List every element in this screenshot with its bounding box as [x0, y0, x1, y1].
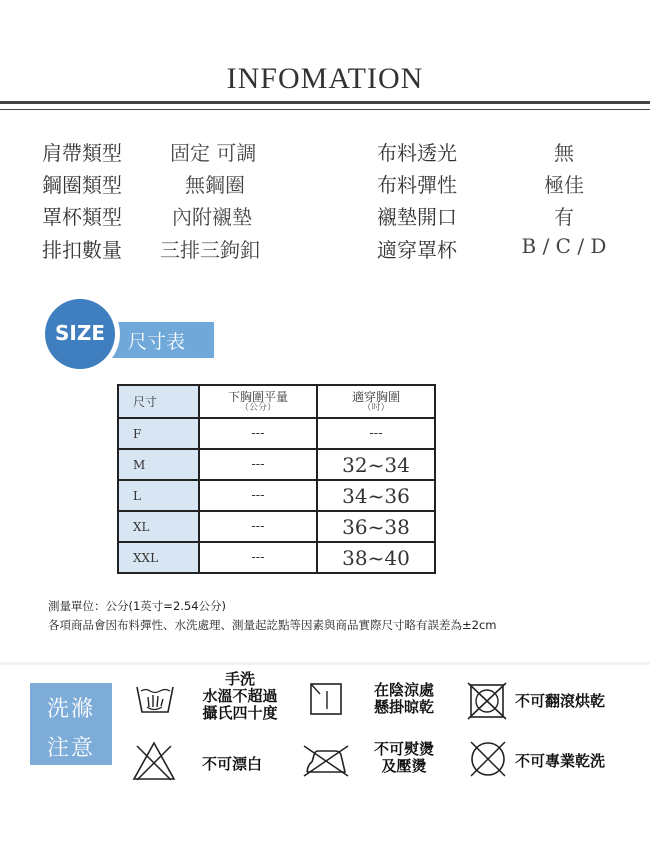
care-title-line1: 洗滌	[46, 697, 95, 722]
size-table	[117, 384, 436, 574]
header-under-bust	[199, 385, 317, 418]
info-label: 排扣數量	[42, 238, 122, 262]
measurement-unit-note: 測量單位：公分(1英寸=2.54公分)	[48, 599, 227, 613]
under-bust-cell: ---	[199, 480, 317, 511]
info-value: 固定 可調	[170, 141, 257, 165]
under-bust-cell: ---	[199, 418, 317, 449]
info-label: 適穿罩杯	[377, 238, 457, 262]
bust-cell: ---	[317, 418, 435, 449]
under-bust-cell: ---	[199, 511, 317, 542]
info-label: 肩帶類型	[42, 141, 122, 165]
header-bust-label: 適穿胸圍	[351, 389, 400, 404]
info-value: 有	[554, 205, 574, 229]
size-cell: L	[118, 480, 199, 511]
size-chart-label: 尺寸表	[128, 331, 186, 353]
table-row	[118, 480, 435, 511]
no-tumble-dry-text: 不可翻滾烘乾	[515, 692, 606, 710]
line-dry-shade-icon	[310, 683, 342, 715]
bust-cell: 32~34	[317, 449, 435, 480]
table-row	[118, 511, 435, 542]
care-divider	[0, 662, 650, 665]
header-under-bust-unit: （公分）	[239, 402, 276, 413]
title-rule-thin	[0, 109, 650, 110]
size-cell: M	[118, 449, 199, 480]
info-label: 襯墊開口	[377, 205, 457, 229]
info-value: 三排三鉤釦	[160, 238, 260, 262]
info-label: 布料彈性	[377, 173, 457, 197]
no-bleach-icon	[131, 740, 177, 782]
header-bust	[317, 385, 435, 418]
title-rule-thick	[0, 101, 650, 104]
info-label: 鋼圈類型	[42, 173, 122, 197]
bust-cell: 36~38	[317, 511, 435, 542]
size-cell: XL	[118, 511, 199, 542]
no-bleach-text: 不可漂白	[202, 755, 263, 773]
size-cell: F	[118, 418, 199, 449]
header-under-bust-label: 下胸圍平量	[227, 389, 288, 404]
info-label: 罩杯類型	[42, 205, 122, 229]
table-row	[118, 542, 435, 573]
bust-cell: 38~40	[317, 542, 435, 573]
header-bust-unit: （吋）	[362, 402, 390, 413]
care-title-line2: 注意	[46, 736, 95, 761]
header-size: 尺寸	[118, 385, 199, 418]
info-value: 無	[554, 141, 574, 165]
bust-cell: 34~36	[317, 480, 435, 511]
line-dry-shade-text: 在陰涼處 懸掛晾乾	[373, 681, 434, 716]
size-badge-text: SIZE	[54, 321, 105, 345]
info-value: B / C / D	[521, 234, 607, 258]
no-dry-clean-icon	[467, 738, 509, 780]
info-label: 布料透光	[377, 141, 457, 165]
no-iron-text: 不可熨燙 及壓燙	[373, 740, 434, 775]
info-value: 內附襯墊	[172, 205, 252, 229]
tolerance-note: 各項商品會因布料彈性、水洗處理、測量起訖點等因素與商品實際尺寸略有誤差為±2cm	[48, 618, 497, 632]
size-cell: XXL	[118, 542, 199, 573]
no-tumble-dry-icon	[467, 682, 507, 720]
table-header-row	[118, 385, 435, 418]
under-bust-cell: ---	[199, 449, 317, 480]
no-iron-icon	[302, 742, 350, 778]
no-dry-clean-text: 不可專業乾洗	[515, 752, 606, 770]
hand-wash-text: 手洗 水溫不超過 攝氏四十度	[202, 670, 278, 722]
hand-wash-icon	[134, 679, 176, 717]
table-row	[118, 449, 435, 480]
under-bust-cell: ---	[199, 542, 317, 573]
section-title: INFOMATION	[226, 62, 424, 95]
info-value: 極佳	[544, 173, 584, 197]
info-value: 無鋼圈	[185, 173, 245, 197]
table-row	[118, 418, 435, 449]
